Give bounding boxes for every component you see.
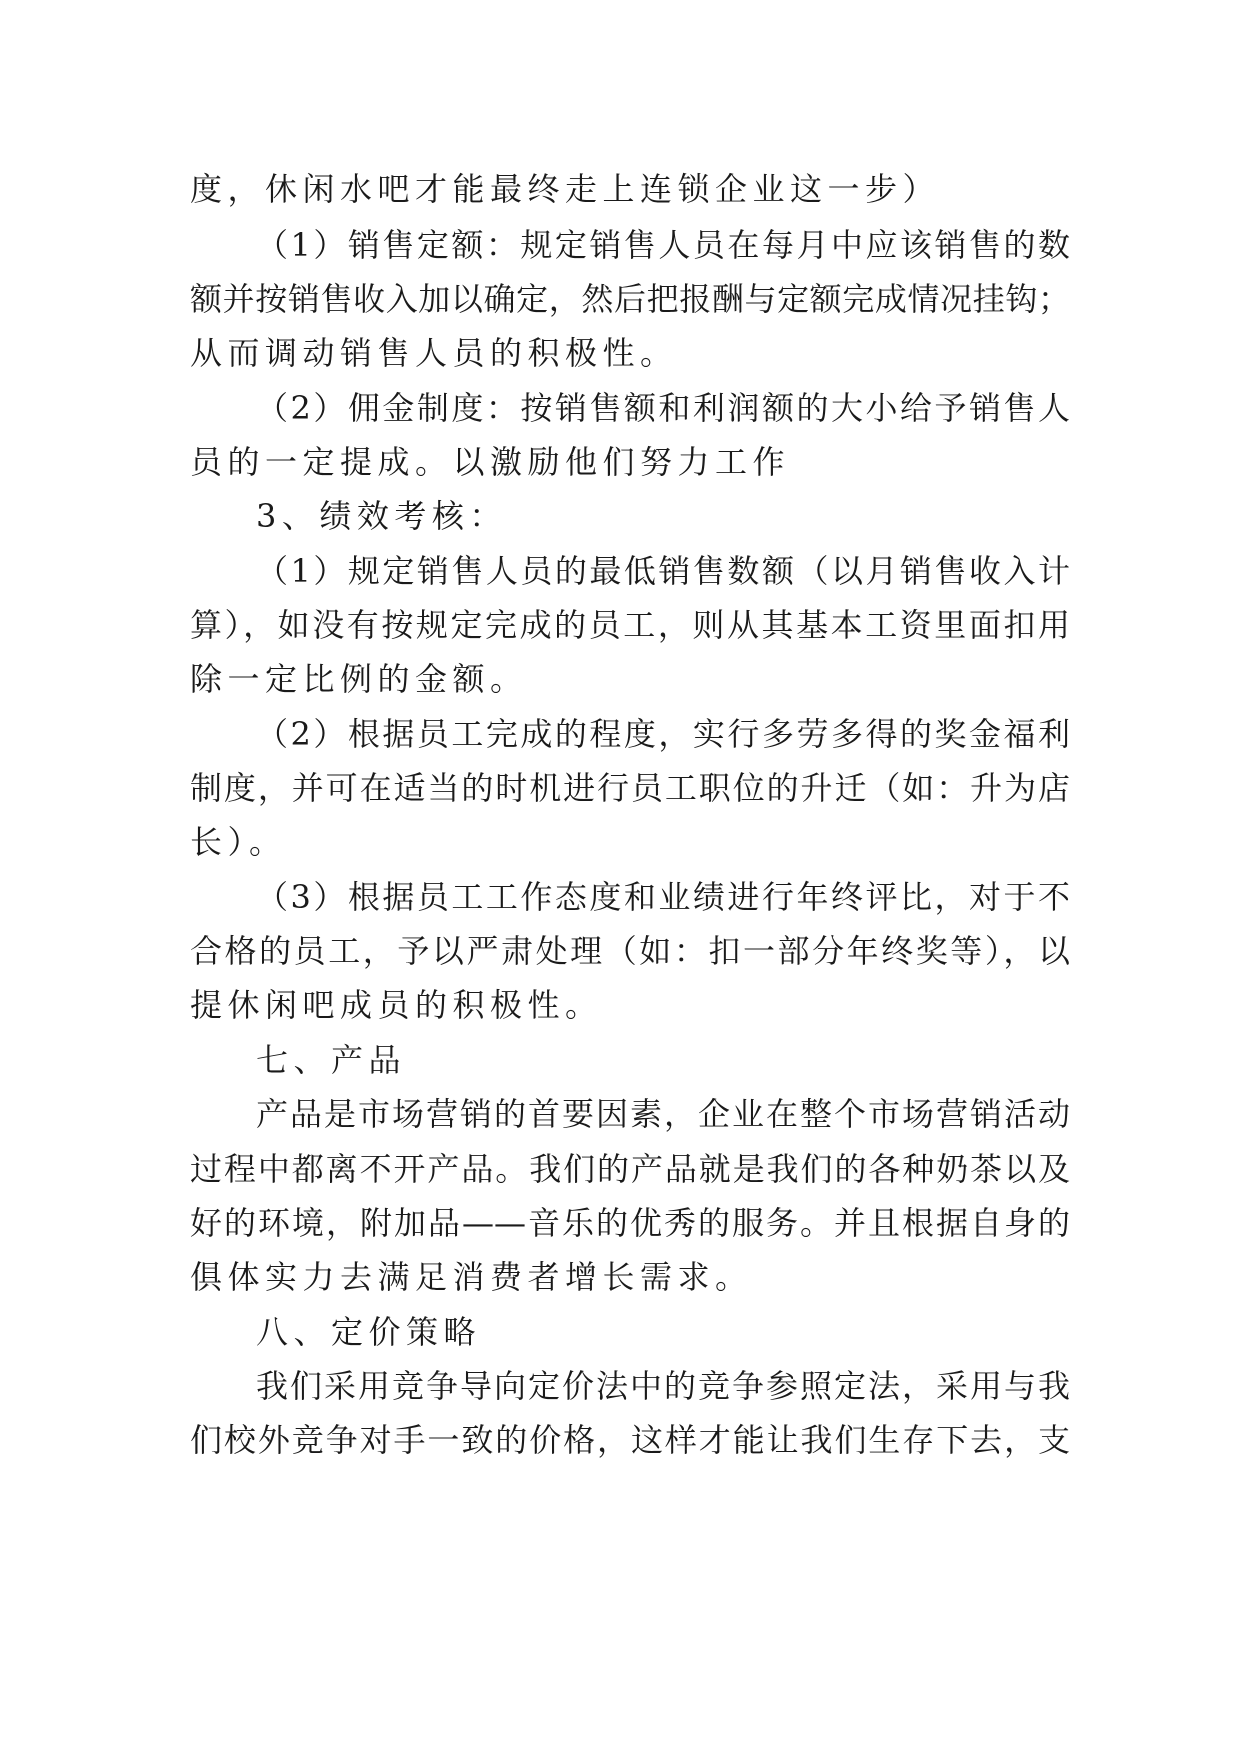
text-line: （1）销售定额：规定销售人员在每月中应该销售的数: [256, 226, 1070, 264]
text-line: 制度，并可在适当的时机进行员工职位的升迁（如：升为店: [190, 769, 1070, 807]
section-heading: 八、定价策略: [256, 1313, 482, 1351]
text-line: （1）规定销售人员的最低销售数额（以月销售收入计: [256, 552, 1070, 590]
text-line: （2）根据员工完成的程度，实行多劳多得的奖金福利: [256, 715, 1070, 753]
text-line: 产品是市场营销的首要因素，企业在整个市场营销活动: [256, 1095, 1070, 1133]
text-line: 合格的员工，予以严肃处理（如：扣一部分年终奖等），以: [190, 932, 1070, 970]
text-line: 长）。: [190, 823, 287, 861]
text-line: 俱体实力去满足消费者增长需求。: [190, 1258, 753, 1296]
text-line: 过程中都离不开产品。我们的产品就是我们的各种奶茶以及: [190, 1150, 1070, 1188]
text-line: 好的环境，附加品——音乐的优秀的服务。并且根据自身的: [190, 1204, 1070, 1242]
text-line: 度，休闲水吧才能最终走上连锁企业这一步）: [190, 170, 941, 208]
text-line: 提休闲吧成员的积极性。: [190, 986, 603, 1024]
text-line: 我们采用竞争导向定价法中的竞争参照定法，采用与我: [256, 1367, 1070, 1405]
text-line: （3）根据员工工作态度和业绩进行年终评比，对于不: [256, 878, 1070, 916]
text-line: （2）佣金制度：按销售额和利润额的大小给予销售人: [256, 389, 1070, 427]
text-line: 额并按销售收入加以确定，然后把报酬与定额完成情况挂钩；: [190, 280, 1070, 318]
text-line: 员的一定提成。以激励他们努力工作: [190, 443, 791, 481]
section-heading: 3、绩效考核：: [256, 497, 507, 535]
text-line: 算），如没有按规定完成的员工，则从其基本工资里面扣用: [190, 606, 1070, 644]
text-line: 们校外竞争对手一致的价格，这样才能让我们生存下去，支: [190, 1421, 1070, 1459]
text-line: 从而调动销售人员的积极性。: [190, 334, 678, 372]
section-heading: 七、产品: [256, 1041, 407, 1079]
text-line: 除一定比例的金额。: [190, 660, 528, 698]
